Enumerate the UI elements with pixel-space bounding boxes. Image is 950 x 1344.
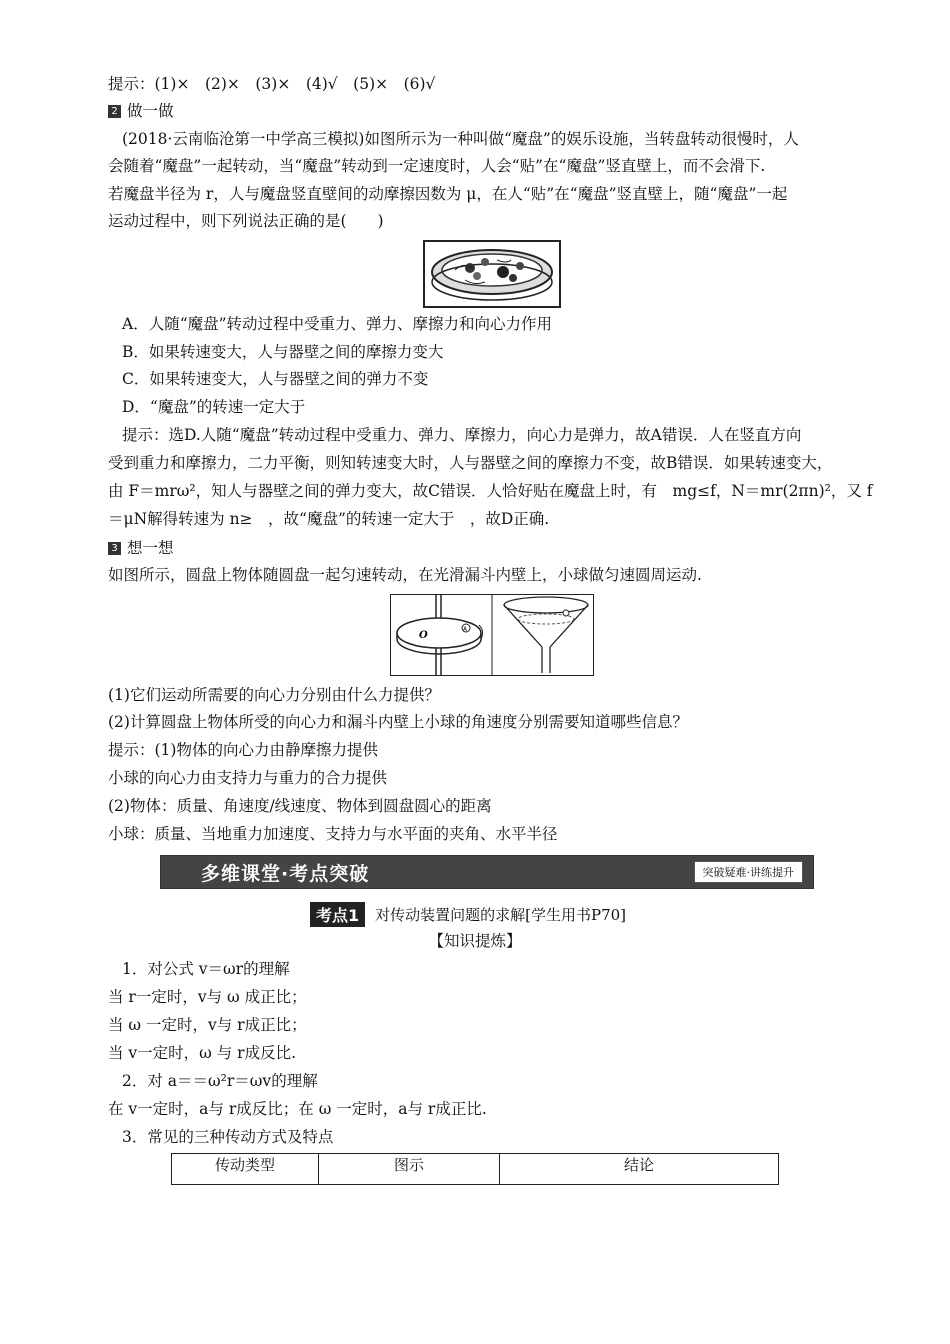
object-label: A [463, 626, 468, 633]
knowledge-line: 当 ω 一定时，v与 r成正比； [108, 1016, 307, 1034]
knowledge-line: 1．对公式 v＝ωr的理解 [122, 960, 290, 978]
magic-disk-illustration [425, 242, 559, 306]
disk-funnel-illustration [391, 595, 593, 675]
answer-line: 由 F＝mrω²，知人与器壁之间的弹力变大，故C错误．人恰好贴在魔盘上时，有 mg≤f，N＝mr(2πn)²，又 f [108, 482, 873, 500]
magic-disk-figure [423, 240, 561, 308]
topic-badge: 考点1 [310, 902, 365, 927]
question-line: 若魔盘半径为 r，人与魔盘竖直壁间的动摩擦因数为 μ，在人“贴”在“魔盘”竖直壁上，随“魔盘”一起 [108, 185, 788, 203]
topic-title: 对传动装置问题的求解[学生用书P70] [375, 906, 627, 924]
option-d: D．“魔盘”的转速一定大于 [122, 398, 306, 416]
center-label: O [419, 630, 428, 641]
knowledge-line: 当 v一定时，ω 与 r成反比. [108, 1044, 297, 1062]
knowledge-line: 在 v一定时，a与 r成反比；在 ω 一定时，a与 r成正比. [108, 1100, 487, 1118]
knowledge-heading: 【知识提炼】 [428, 932, 522, 950]
question-line: 运动过程中，则下列说法正确的是( ) [108, 212, 384, 230]
question-line: (2018·云南临沧第一中学高三模拟)如图所示为一种叫做“魔盘”的娱乐设施，当转盘转动很慢时，人 [122, 130, 799, 148]
table-header: 结论 [500, 1154, 779, 1185]
disk-funnel-figure [390, 594, 594, 676]
section-number-icon: 2 [108, 105, 121, 118]
think-text: 如图所示，圆盘上物体随圆盘一起匀速转动，在光滑漏斗内壁上，小球做匀速圆周运动. [108, 566, 702, 584]
option-c: C．如果转速变大，人与器壁之间的弹力不变 [122, 370, 429, 388]
hint-line: (2)物体：质量、角速度/线速度、物体到圆盘圆心的距离 [108, 797, 492, 815]
hint-line: 小球的向心力由支持力与重力的合力提供 [108, 769, 388, 787]
option-a: A．人随“魔盘”转动过程中受重力、弹力、摩擦力和向心力作用 [122, 315, 553, 333]
question-line: 会随着“魔盘”一起转动，当“魔盘”转动到一定速度时，人会“贴”在“魔盘”竖直壁上，而不会滑下. [108, 157, 766, 175]
knowledge-line: 3．常见的三种传动方式及特点 [122, 1128, 334, 1146]
topic-heading [310, 902, 626, 927]
hint-line: 小球：质量、当地重力加速度、支持力与水平面的夹角、水平半径 [108, 825, 558, 843]
section-do [108, 100, 174, 122]
answer-line: ＝μN解得转速为 n≥ ，故“魔盘”的转速一定大于 ，故D正确. [108, 510, 550, 528]
question-1: (1)它们运动所需要的向心力分别由什么力提供？ [108, 686, 440, 704]
option-b: B．如果转速变大，人与器壁之间的摩擦力变大 [122, 343, 444, 361]
section-title: 做一做 [127, 102, 174, 120]
answer-line: 提示：选D.人随“魔盘”转动过程中受重力、弹力、摩擦力，向心力是弹力，故A错误．人在竖直方向 [122, 426, 802, 444]
banner-title: 多维课堂·考点突破 [201, 862, 370, 885]
hint-line: 提示：(1)物体的向心力由静摩擦力提供 [108, 741, 378, 759]
knowledge-line: 2．对 a＝＝ω²r＝ωv的理解 [122, 1072, 318, 1090]
banner-tag: 突破疑难·讲练提升 [694, 861, 804, 883]
section-banner [160, 855, 814, 889]
section-number-icon: 3 [108, 542, 121, 555]
question-2: (2)计算圆盘上物体所受的向心力和漏斗内壁上小球的角速度分别需要知道哪些信息？ [108, 713, 688, 731]
table-header-row [172, 1154, 779, 1185]
answer-line: 受到重力和摩擦力，二力平衡，则知转速变大时，人与器壁之间的摩擦力不变，故B错误．如果转速变大， [108, 454, 833, 472]
section-title: 想一想 [127, 539, 174, 557]
section-think [108, 537, 174, 559]
hint-answers: 提示：(1)× (2)× (3)× (4)√ (5)× (6)√ [108, 75, 436, 93]
table-header: 图示 [319, 1154, 500, 1185]
transmission-table [171, 1153, 779, 1185]
knowledge-line: 当 r一定时，v与 ω 成正比； [108, 988, 307, 1006]
table-header: 传动类型 [172, 1154, 319, 1185]
